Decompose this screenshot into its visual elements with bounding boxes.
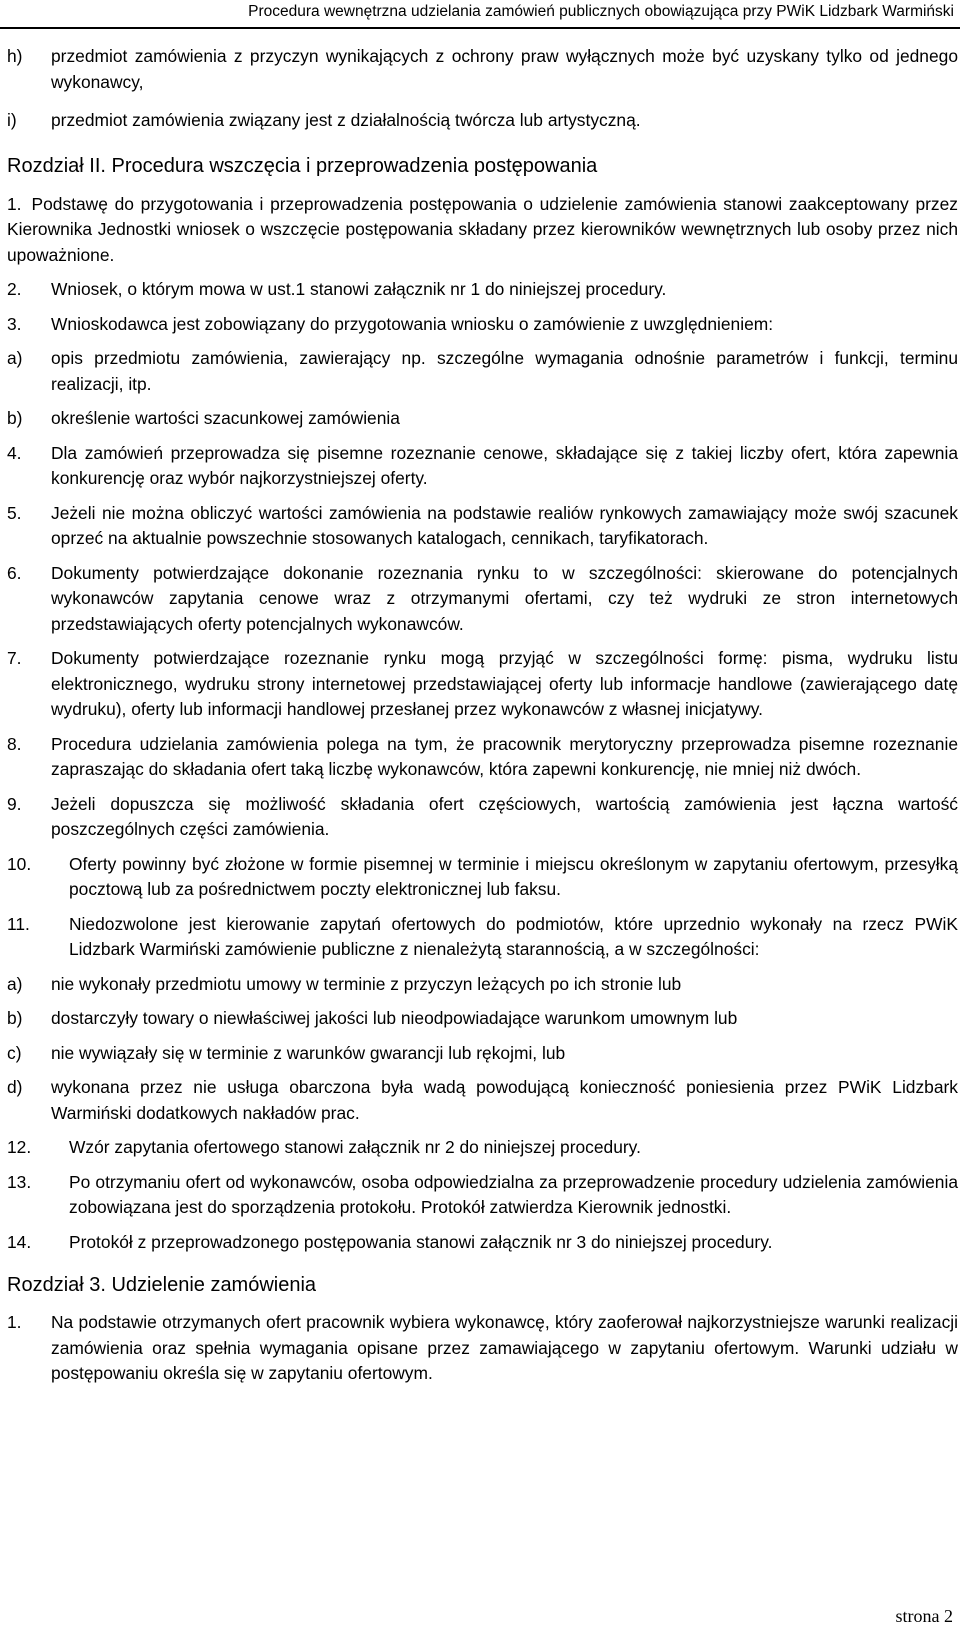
section-title-3: Rozdział 3. Udzielenie zamówienia (7, 1274, 317, 1296)
item-text: wykonana przez nie usługa obarczona była wadą powodującą konieczność poniesienia przez PWiK Lidzbark Warmiński dodatkowych nakładów prac. (51, 1077, 958, 1123)
list-item-i (7, 108, 958, 134)
item-text: określenie wartości szacunkowej zamówienia (51, 408, 400, 428)
item-marker: i) (7, 110, 17, 130)
item-text: Wnioskodawca jest zobowiązany do przygotowania wniosku o zamówienie z uwzględnieniem: (51, 313, 774, 334)
item-text: Procedura udzielania zamówienia polega na tym, że pracownik merytoryczny przeprowadza pisemne rozeznanie zapraszając do składania ofert taką liczbę wykonawców, która zapewni konkurencję, nie mniej niż dwóch. (51, 733, 958, 779)
item-text: nie wykonały przedmiotu umowy w terminie z przyczyn leżących po ich stronie lub (51, 973, 682, 994)
item-marker: 7. (7, 648, 22, 668)
item-marker: c) (7, 1042, 22, 1063)
item-marker: 1. (7, 1312, 22, 1332)
item-text: Jeżeli nie można obliczyć wartości zamówienia na podstawie realiów rynkowych zamawiający może swój szacunek oprzeć na aktualnie powszechnie stosowanych katalogach, cennikach, taryfikatorach. (51, 502, 958, 548)
item-text: Niedozwolone jest kierowanie zapytań ofertowych do podmiotów, które uprzednio wykonały na rzecz PWiK Lidzbark Warmiński zamówienie publiczne z nienależytą starannością, a w szczególności: (69, 913, 958, 959)
item-text: Po otrzymaniu ofert od wykonawców, osoba odpowiedzialna za przeprowadzenie procedury udzielenia zamówienia zobowiązana jest do sporządzenia protokołu. Protokół zatwierdza Kierownik jednostki. (69, 1171, 958, 1217)
header-divider (0, 27, 960, 29)
item-marker: a) (7, 348, 23, 368)
page-number: strona 2 (895, 1606, 953, 1626)
paragraph-2 (7, 277, 958, 303)
item-marker: h) (7, 46, 23, 66)
item-marker: 3. (7, 313, 22, 334)
item-text: Podstawę do przygotowania i przeprowadzenia postępowania o udzielenie zamówienia stanowi zaakceptowany przez Kierownika Jednostki wniosek o wszczęcie postępowania składany przez kierowników wewnętrznych lub osoby przez nich upoważnione. (7, 193, 958, 265)
item-marker: b) (7, 1008, 23, 1028)
item-text: Dla zamówień przeprowadza się pisemne rozeznanie cenowe, składające się z takiej liczby ofert, która zapewnia konkurencję oraz wybór najkorzystniejszej oferty. (51, 442, 958, 488)
item-marker: 12. (7, 1137, 32, 1157)
item-text: Dokumenty potwierdzające dokonanie rozeznania rynku to w szczególności: skierowane do potencjalnych wykonawców zapytania cenowe wraz z otrzymanymi ofertami, czy też wydruki ze stron internetowych przedstawiających oferty potencjalnych wykonawców. (51, 562, 958, 634)
paragraph-6 (7, 561, 958, 638)
paragraph-3a (7, 346, 958, 397)
paragraph-11c (7, 1041, 958, 1067)
item-marker: 6. (7, 562, 22, 583)
item-marker: d) (7, 1077, 23, 1097)
item-text: Na podstawie otrzymanych ofert pracownik wybiera wykonawcę, który zaoferował najkorzystniejsze warunki realizacji zamówienia oraz spełnia wymagania opisane przez zamawiającego w zapytaniu ofertowym. Warunki udziału w postępowaniu określa się w zapytaniu ofertowym. (51, 1312, 958, 1383)
item-text: przedmiot zamówienia z przyczyn wynikających z ochrony praw wyłącznych może być uzyskany tylko od jednego wykonawcy, (51, 46, 958, 92)
paragraph-10 (7, 852, 958, 903)
paragraph-7 (7, 646, 958, 723)
item-marker: 2. (7, 279, 22, 299)
paragraph-5 (7, 501, 958, 552)
paragraph-3b (7, 406, 958, 432)
running-header: Procedura wewnętrzna udzielania zamówień publicznych obowiązująca przy PWiK Lidzbark Warmiński (248, 3, 954, 20)
item-text: nie wywiązały się w terminie z warunków gwarancji lub rękojmi, lub (51, 1042, 566, 1063)
item-text: Jeżeli dopuszcza się możliwość składania ofert częściowych, wartością zamówienia jest łączna wartość poszczególnych części zamówienia. (51, 793, 958, 839)
paragraph-11a (7, 972, 958, 998)
item-marker: 5. (7, 502, 22, 523)
item-text: Oferty powinny być złożone w formie pisemnej w terminie i miejscu określonym w zapytaniu ofertowym, przesyłką pocztową lub za pośrednictwem poczty elektronicznej lub faksu. (69, 853, 958, 899)
paragraph-11d (7, 1075, 958, 1126)
item-marker: 13. (7, 1171, 32, 1192)
item-text: Wniosek, o którym mowa w ust.1 stanowi załącznik nr 1 do niniejszej procedury. (51, 279, 667, 299)
item-text: Dokumenty potwierdzające rozeznanie rynku mogą przyjąć w szczególności formę: pisma, wydruku listu elektronicznego, wydruku strony internetowej przedstawiającej oferty lub informacje handlowe (zawierającego datę wydruku), oferty lub informacji handlowej przesłanej przez wykonawców z własnej inicjatywy. (51, 648, 958, 719)
section-title-2: Rozdział II. Procedura wszczęcia i przeprowadzenia postępowania (7, 154, 598, 177)
paragraph-1 (7, 192, 958, 269)
item-text: Protokół z przeprowadzonego postępowania stanowi załącznik nr 3 do niniejszej procedury. (69, 1231, 773, 1252)
paragraph-13 (7, 1170, 958, 1221)
item-text: opis przedmiotu zamówienia, zawierający np. szczególne wymagania odnośnie parametrów i funkcji, terminu realizacji, itp. (51, 348, 958, 394)
page-content (7, 44, 958, 1387)
item-marker: 11. (7, 913, 30, 934)
item-marker: 14. (7, 1231, 32, 1252)
paragraph-12 (7, 1135, 958, 1161)
item-marker: 10. (7, 853, 32, 874)
paragraph-14 (7, 1230, 958, 1256)
item-text: dostarczyły towary o niewłaściwej jakości lub nieodpowiadające warunkom umownym lub (51, 1008, 738, 1028)
item-marker: 9. (7, 793, 22, 814)
paragraph-11b (7, 1006, 958, 1032)
paragraph-11 (7, 912, 958, 963)
item-marker: 1. (7, 193, 22, 214)
paragraph-3 (7, 312, 958, 338)
list-item-h (7, 44, 958, 95)
item-marker: a) (7, 973, 23, 994)
item-marker: b) (7, 408, 23, 428)
item-marker: 4. (7, 442, 22, 463)
paragraph-8 (7, 732, 958, 783)
item-text: przedmiot zamówienia związany jest z działalnością twórcza lub artystyczną. (51, 110, 641, 130)
paragraph-4 (7, 441, 958, 492)
item-marker: 8. (7, 733, 22, 754)
item-text: Wzór zapytania ofertowego stanowi załącznik nr 2 do niniejszej procedury. (69, 1137, 641, 1157)
section3-paragraph-1 (7, 1310, 958, 1387)
paragraph-9 (7, 792, 958, 843)
